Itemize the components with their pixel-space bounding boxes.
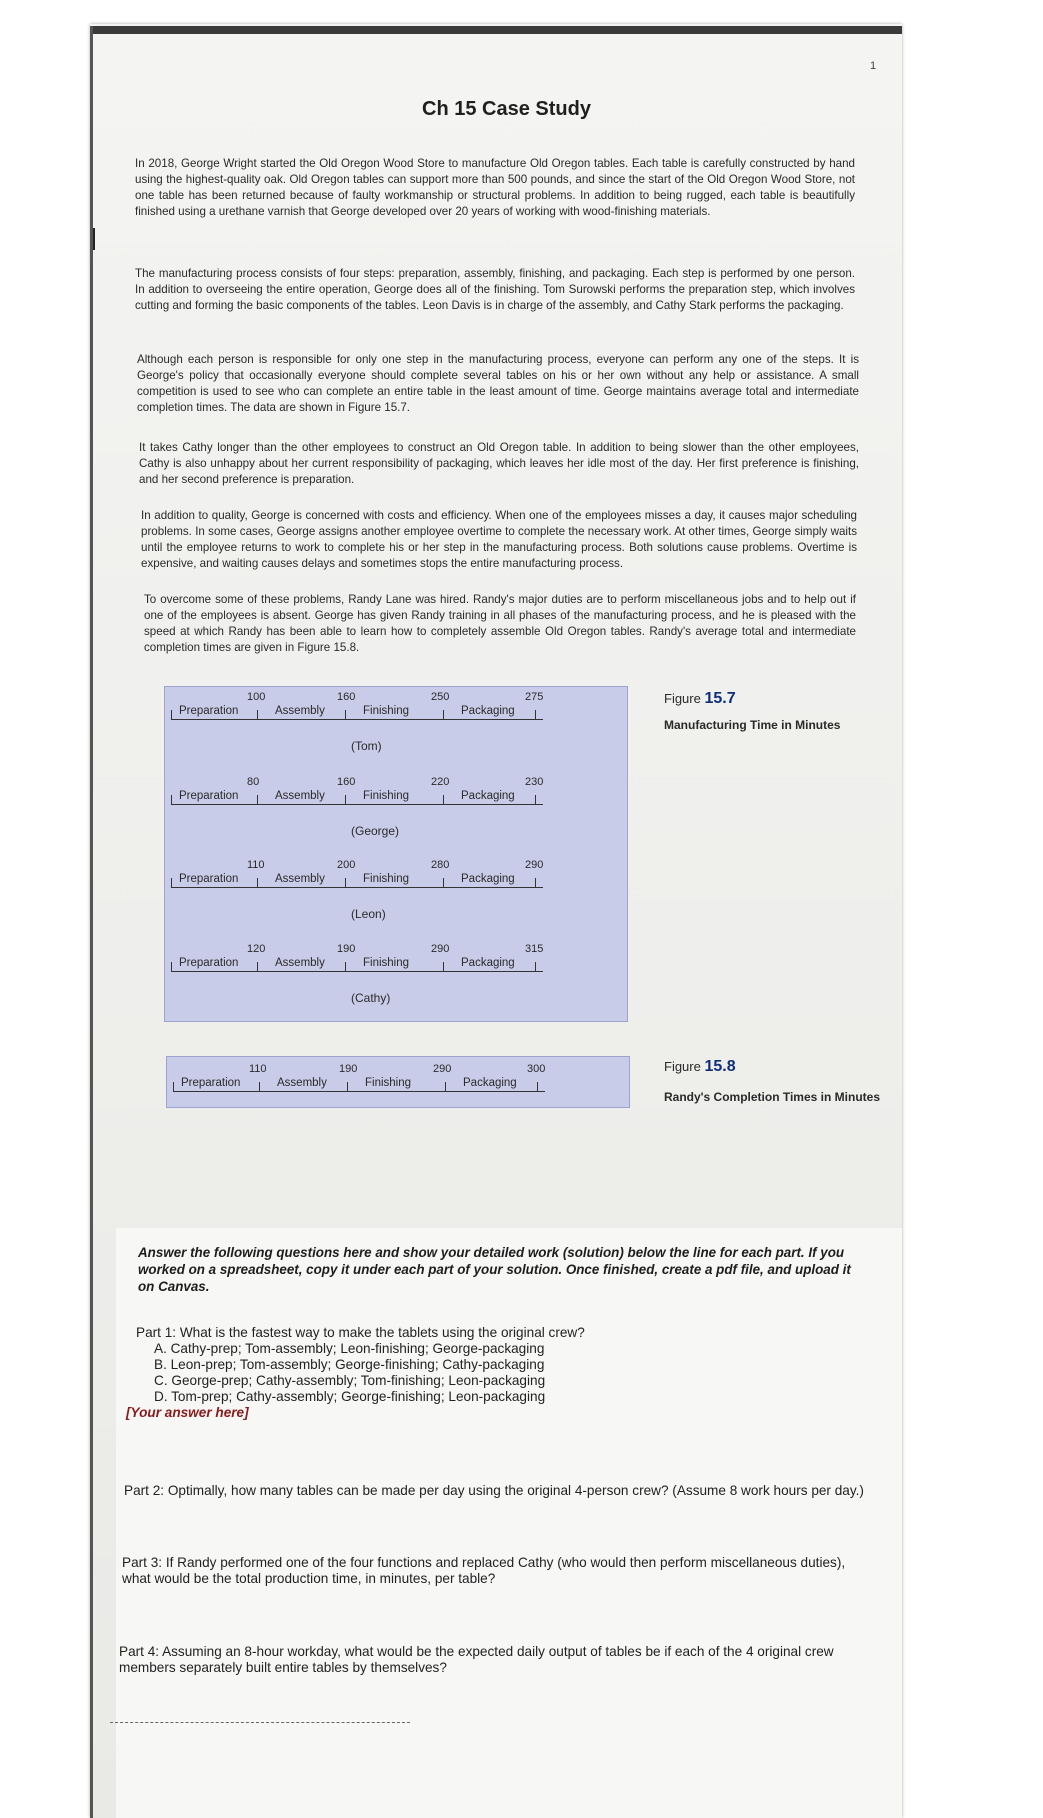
timeline-time-value: 110 xyxy=(247,859,265,871)
timeline-step-label: Packaging xyxy=(461,705,515,717)
timeline-step-label: Assembly xyxy=(275,705,325,717)
part-1-option-a: A. Cathy-prep; Tom-assembly; Leon-finishing; George-packaging xyxy=(154,1341,545,1356)
timeline-separator-tick xyxy=(445,1082,446,1092)
timeline-time-value: 160 xyxy=(337,691,356,703)
part-4-question: Part 4: Assuming an 8-hour workday, what would be the expected daily output of tables be if each of the 4 original crew members separately built entire tables by themselves? xyxy=(119,1644,834,1675)
timeline-time-value: 280 xyxy=(431,859,450,871)
paragraph-intro: In 2018, George Wright started the Old Oregon Wood Store to manufacture Old Oregon tables. Each table is carefully constructed by hand using the highest-quality oak. Old Oregon tables can support more than 500 pounds, and since the start of the Old Oregon Wood Store, not one table has been returned because of faulty workmanship or structural problems. In addition to being rugged, each table is beautifully finished using a urethane varnish that George developed over 20 years of working with wood-finishing materials. xyxy=(135,157,855,218)
timeline-separator-tick xyxy=(345,878,346,888)
timeline-start-tick xyxy=(171,795,172,805)
timeline-time-value: 190 xyxy=(339,1063,358,1075)
timeline-step-label: Finishing xyxy=(365,1077,412,1089)
timeline-start-tick xyxy=(173,1082,174,1092)
timeline-step-label: Preparation xyxy=(179,790,239,802)
crew-member-label: (Tom) xyxy=(351,739,382,753)
part-1-option-b: B. Leon-prep; Tom-assembly; George-finishing; Cathy-packaging xyxy=(154,1357,545,1372)
timeline-time-value: 200 xyxy=(337,859,356,871)
timeline-step-label: Preparation xyxy=(179,873,239,885)
timeline-separator-tick xyxy=(535,878,536,888)
timeline-start-tick xyxy=(171,962,172,972)
figure-15-8-caption: Figure 15.8 xyxy=(664,1058,736,1075)
timeline-step-label: Packaging xyxy=(463,1077,517,1089)
timeline-separator-tick xyxy=(259,1082,260,1092)
part-1 xyxy=(126,1325,856,1421)
timeline-time-value: 290 xyxy=(433,1063,452,1075)
timeline-time-value: 275 xyxy=(525,691,544,703)
part-3-question: Part 3: If Randy performed one of the four functions and replaced Cathy (who would then perform miscellaneous duties), what would be the total production time, in minutes, per table? xyxy=(122,1555,846,1586)
binding-mark xyxy=(93,228,95,250)
timeline-separator-tick xyxy=(535,962,536,972)
timeline-separator-tick xyxy=(443,795,444,805)
timeline-separator-tick xyxy=(443,710,444,720)
timeline-step-label: Finishing xyxy=(363,873,410,885)
timeline-start-tick xyxy=(171,878,172,888)
timeline-separator-tick xyxy=(535,710,536,720)
timeline-time-value: 220 xyxy=(431,776,450,788)
timeline-separator-tick xyxy=(257,878,258,888)
timeline-time-value: 110 xyxy=(249,1063,267,1075)
timeline-time-value: 190 xyxy=(337,943,356,955)
crew-member-label: (George) xyxy=(351,824,400,838)
figure-15-7-caption: Figure 15.7 xyxy=(664,690,736,707)
timeline-separator-tick xyxy=(443,962,444,972)
timeline-baseline xyxy=(171,887,543,888)
timeline-separator-tick xyxy=(345,710,346,720)
part-1-option-c: C. George-prep; Cathy-assembly; Tom-finishing; Leon-packaging xyxy=(154,1373,546,1388)
timeline-time-value: 250 xyxy=(431,691,450,703)
timeline-time-value: 290 xyxy=(431,943,450,955)
figure-15-7-title: Manufacturing Time in Minutes xyxy=(664,718,841,732)
crew-member-label: (Leon) xyxy=(351,907,386,921)
paragraph-competition: Although each person is responsible for only one step in the manufacturing process, everyone can perform any one of the steps. It is George's policy that occasionally everyone should complete several tables on his or her own without any help or assistance. A small competition is used to see who can complete an entire table in the least amount of time. George maintains average total and intermediate completion times. The data are shown in Figure 15.7. xyxy=(137,353,859,414)
timeline-baseline xyxy=(173,1091,545,1092)
timeline-separator-tick xyxy=(257,795,258,805)
timeline-step-label: Assembly xyxy=(275,957,325,969)
timeline-separator-tick xyxy=(347,1082,348,1092)
timeline-step-label: Assembly xyxy=(275,790,325,802)
timeline-baseline xyxy=(171,804,543,805)
timeline-separator-tick xyxy=(257,962,258,972)
figure-15-8-title: Randy's Completion Times in Minutes xyxy=(664,1090,880,1104)
timeline-baseline xyxy=(171,719,543,720)
instructions-text: Answer the following questions here and show your detailed work (solution) below the line for each part. If you worked on a spreadsheet, copy it under each part of your solution. Once finished, create a pdf file, and upload it on Canvas. xyxy=(138,1245,851,1294)
timeline-separator-tick xyxy=(535,795,536,805)
timeline-time-value: 230 xyxy=(525,776,544,788)
timeline-time-value: 100 xyxy=(247,691,266,703)
timeline-separator-tick xyxy=(537,1082,538,1092)
paragraph-process: The manufacturing process consists of four steps: preparation, assembly, finishing, and packaging. Each step is performed by one person. In addition to overseeing the entire operation, George does all of the finishing. Tom Surowski performs the preparation step, which involves cutting and forming the basic components of the tables. Leon Davis is in charge of the assembly, and Cathy Stark performs the packaging. xyxy=(135,267,855,312)
timeline-step-label: Finishing xyxy=(363,957,410,969)
timeline-time-value: 300 xyxy=(527,1063,546,1075)
part-1-option-d: D. Tom-prep; Cathy-assembly; George-finishing; Leon-packaging xyxy=(154,1389,546,1404)
figure-15-8-timeline xyxy=(166,1056,630,1108)
page-top-edge xyxy=(90,26,902,34)
timeline-step-label: Preparation xyxy=(181,1077,241,1089)
timeline-separator-tick xyxy=(345,795,346,805)
questions-section xyxy=(116,1228,902,1818)
timeline-baseline xyxy=(171,971,543,972)
figure-15-7-timelines xyxy=(164,686,628,1022)
paragraph-randy: To overcome some of these problems, Randy Lane was hired. Randy's major duties are to perform miscellaneous jobs and to help out if one of the employees is absent. George has given Randy training in all phases of the manufacturing process, and he is pleased with the speed at which Randy has been able to learn how to completely assemble Old Oregon tables. Randy's average total and intermediate completion times are given in Figure 15.8. xyxy=(144,593,856,654)
timeline-start-tick xyxy=(171,710,172,720)
part-2-question: Part 2: Optimally, how many tables can be made per day using the original 4-person crew? (Assume 8 work hours per day.) xyxy=(124,1483,864,1498)
timeline-step-label: Assembly xyxy=(275,873,325,885)
timeline-step-label: Finishing xyxy=(363,790,410,802)
timeline-step-label: Preparation xyxy=(179,957,239,969)
paragraph-costs: In addition to quality, George is concerned with costs and efficiency. When one of the employees misses a day, it causes major scheduling problems. In some cases, George assigns another employee overtime to complete the necessary work. At other times, George simply waits until the employee returns to work to complete his or her step in the manufacturing process. Both solutions cause problems. Overtime is expensive, and waiting causes delays and sometimes stops the entire manufacturing process. xyxy=(141,509,857,570)
page-left-edge xyxy=(90,26,93,1818)
timeline-step-label: Packaging xyxy=(461,957,515,969)
part-1-question: Part 1: What is the fastest way to make the tablets using the original crew? xyxy=(136,1325,585,1340)
timeline-time-value: 160 xyxy=(337,776,356,788)
timeline-step-label: Assembly xyxy=(277,1077,327,1089)
answer-divider-line xyxy=(110,1722,410,1723)
crew-member-label: (Cathy) xyxy=(351,991,391,1005)
timeline-separator-tick xyxy=(443,878,444,888)
timeline-step-label: Finishing xyxy=(363,705,410,717)
timeline-time-value: 290 xyxy=(525,859,544,871)
paragraph-cathy: It takes Cathy longer than the other employees to construct an Old Oregon table. In addition to being slower than the other employees, Cathy is also unhappy about her current responsibility of packaging, which leaves her idle most of the day. Her first preference is finishing, and her second preference is preparation. xyxy=(139,441,859,486)
timeline-time-value: 315 xyxy=(525,943,544,955)
timeline-step-label: Preparation xyxy=(179,705,239,717)
timeline-step-label: Packaging xyxy=(461,873,515,885)
timeline-time-value: 80 xyxy=(247,776,260,788)
timeline-time-value: 120 xyxy=(247,943,266,955)
page-title: Ch 15 Case Study xyxy=(422,98,591,120)
timeline-step-label: Packaging xyxy=(461,790,515,802)
page-number: 1 xyxy=(870,60,877,72)
part-1-answer-placeholder[interactable]: [Your answer here] xyxy=(126,1405,249,1420)
timeline-separator-tick xyxy=(257,710,258,720)
timeline-separator-tick xyxy=(345,962,346,972)
